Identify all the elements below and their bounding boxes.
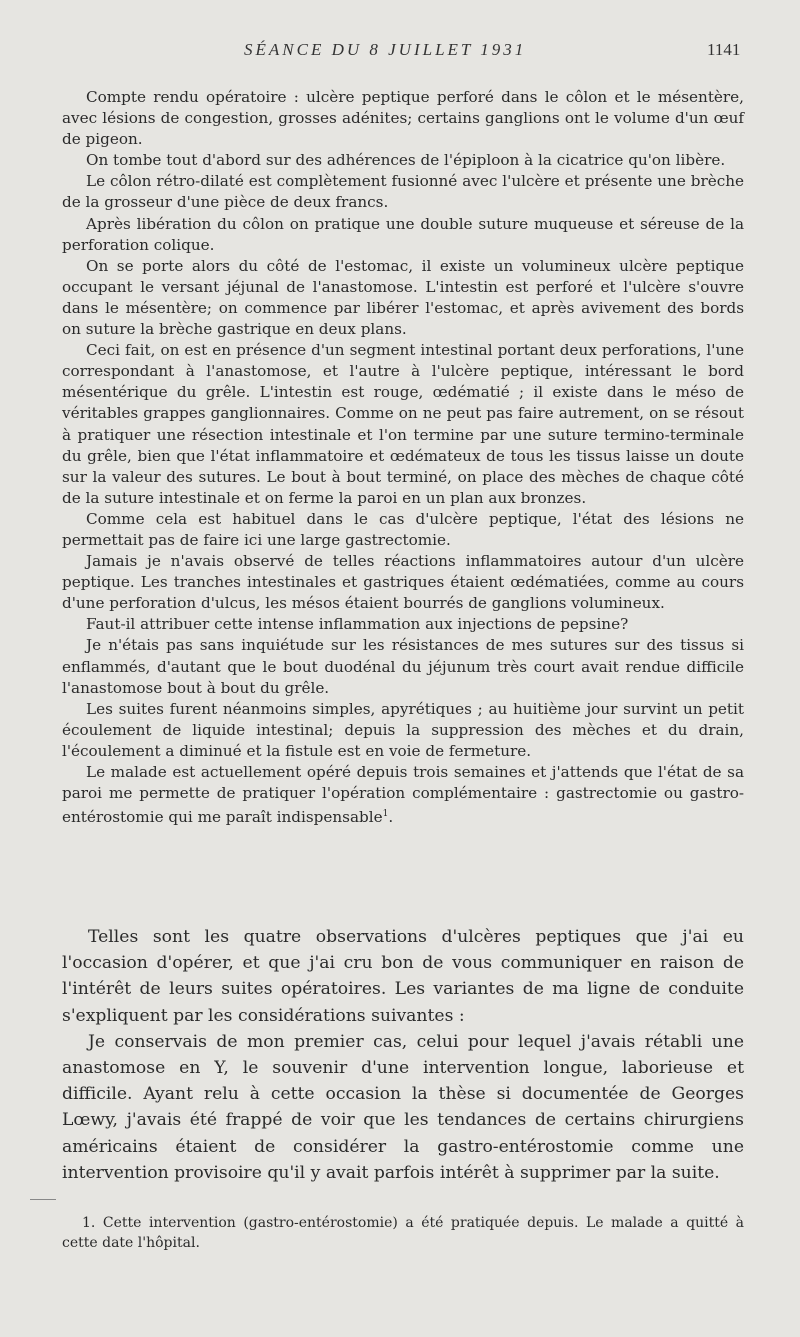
paragraph: Compte rendu opératoire : ulcère peptique perforé dans le côlon et le mésentère, avec lésions de congestion, grosses adénites; certains ganglions ont le volume d'un œuf de pigeon. <box>62 88 744 149</box>
paragraph: Jamais je n'avais observé de telles réactions inflammatoires autour d'un ulcère peptique. Les tranches intestinales et gastriques étaient œdématiées, comme au cours d'une perforation d'ulcus, les mésos étaient bourrés de ganglions volumineux. <box>62 552 744 613</box>
header-title: SÉANCE DU 8 JUILLET 1931 <box>244 40 527 59</box>
footnote-reference: 1 <box>382 809 389 820</box>
discussion <box>62 924 744 1186</box>
running-header <box>0 40 800 70</box>
paragraph: Faut-il attribuer cette intense inflammation aux injections de pepsine? <box>86 615 629 634</box>
page-number: 1141 <box>707 40 741 59</box>
paragraph: Après libération du côlon on pratique une double suture muqueuse et séreuse de la perforation colique. <box>62 214 744 254</box>
paragraph-with-footnote: Le malade est actuellement opéré depuis trois semaines et j'attends que l'état de sa paroi me permette de pratiquer l'opération complémentaire : gastrectomie ou gastro-entérostomie qui me paraît indispensable$^1$. <box>62 763 744 827</box>
footnote-marker: 1. <box>82 1215 96 1231</box>
footnote-text: Cette intervention (gastro-entérostomie) a été pratiquée depuis. Le malade a quitté à cette date l'hôpital. <box>62 1215 744 1251</box>
footnote <box>62 1213 744 1253</box>
paragraph: Je n'étais pas sans inquiétude sur les résistances de mes sutures sur des tissus si enflammés, d'autant que le bout duodénal du jéjunum très court avait rendue difficile l'anastomose bout à bout du grêle. <box>62 636 744 697</box>
paragraph: Telles sont les quatre observations d'ulcères peptiques que j'ai eu l'occasion d'opérer, et que j'ai cru bon de vous communiquer en raison de l'intérêt de leurs suites opératoires. Les variantes de ma ligne de conduite s'expliquent par les considérations suivantes : <box>62 927 744 1026</box>
case-report <box>62 87 744 828</box>
paragraph-text: Le malade est actuellement opéré depuis trois semaines et j'attends que l'état de sa paroi me permette de pratiquer l'opération complémentaire : gastrectomie ou gastro-entérostomie qui me paraît indispensable <box>62 763 744 827</box>
paragraph: On se porte alors du côté de l'estomac, il existe un volumineux ulcère peptique occupant le versant jéjunal de l'anastomose. L'intestin est perforé et l'ulcère s'ouvre dans le mésentère; on commence par libérer l'estomac, et après avivement des bords on suture la brèche gastrique en deux plans. <box>62 256 744 339</box>
paragraph: Le côlon rétro-dilaté est complètement fusionné avec l'ulcère et présente une brèche de la grosseur d'une pièce de deux francs. <box>62 172 744 212</box>
paragraph: Les suites furent néanmoins simples, apyrétiques ; au huitième jour survint un petit écoulement de liquide intestinal; depuis la suppression des mèches et du drain, l'écoulement a diminué et la fistule est en voie de fermeture. <box>62 699 744 760</box>
paragraph: Comme cela est habituel dans le cas d'ulcère peptique, l'état des lésions ne permettait pas de faire ici une large gastrectomie. <box>62 509 744 549</box>
paragraph: On tombe tout d'abord sur des adhérences de l'épiploon à la cicatrice qu'on libère. <box>86 151 726 170</box>
footnote-divider <box>30 1199 56 1200</box>
paragraph: Je conservais de mon premier cas, celui pour lequel j'avais rétabli une anastomose en Y, le souvenir d'une intervention longue, laborieuse et difficile. Ayant relu à cette occasion la thèse si documentée de Georges Lœwy, j'avais été frappé de voir que les tendances de certains chirurgiens américains étaient de considérer la gastro-entérostomie comme une intervention provisoire qu'il y avait parfois intérêt à supprimer par la suite. <box>62 1031 744 1183</box>
paragraph: Ceci fait, on est en présence d'un segment intestinal portant deux perforations, l'une correspondant à l'anastomose, et l'autre à l'ulcère peptique, intéressant le bord mésentérique du grêle. L'intestin est rouge, œdématié ; il existe dans le méso de véritables grappes ganglionnaires. Comme on ne peut pas faire autrement, on se résout à pratiquer une résection intestinale et l'on termine par une suture termino-terminale du grêle, bien que l'état inflammatoire et œdémateux de tous les tissus laisse un doute sur la valeur des sutures. Le bout à bout terminé, on place des mèches de chaque côté de la suture intestinale et on ferme la paroi en un plan aux bronzes. <box>62 341 744 507</box>
